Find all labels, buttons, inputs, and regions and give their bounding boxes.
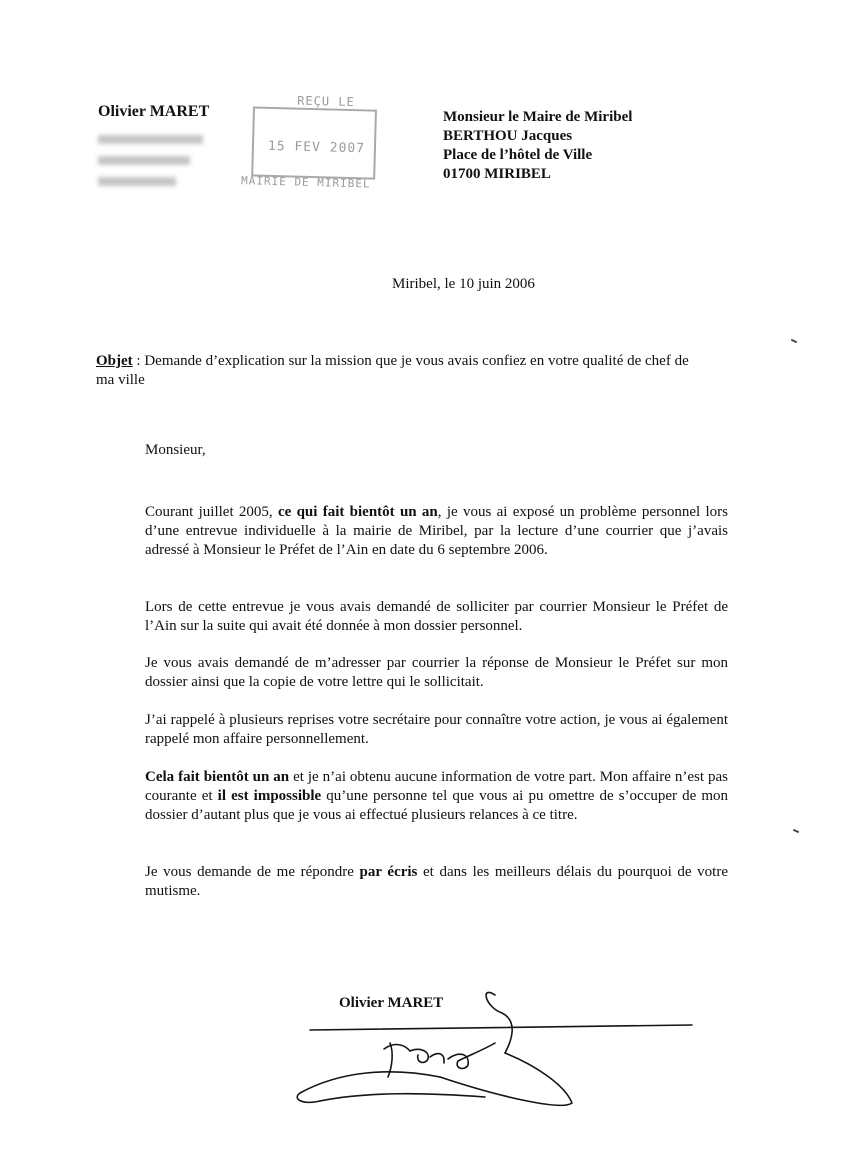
paragraph-text: et je n’ai obtenu aucune information de votre part. Mon affaire n’est pas courante et (145, 769, 729, 804)
signature-name: Olivier MARET (339, 995, 444, 1011)
received-stamp (237, 88, 388, 204)
scan-mark (791, 339, 797, 343)
recipient-name: BERTHOU Jacques (443, 128, 573, 144)
recipient-city: 01700 MIRIBEL (443, 166, 551, 182)
paragraph-emphasis: Cela fait bientôt un an (145, 769, 290, 785)
stamp-date: 15 FEV 2007 (267, 138, 366, 157)
salutation: Monsieur, (145, 442, 206, 458)
subject-line (96, 352, 701, 390)
paragraph-2: Lors de cette entrevue je vous avais demandé de solliciter par courrier Monsieur le Préfet de l’Ain sur la suite qui avait été donnée à mon dossier personnel. (145, 599, 728, 634)
stamp-received-label: REÇU LE (297, 93, 355, 110)
scan-mark (793, 829, 799, 833)
redacted-address-line (98, 135, 203, 144)
recipient-block (443, 108, 632, 184)
recipient-street: Place de l’hôtel de Ville (443, 147, 593, 163)
redacted-address-line (98, 177, 176, 186)
recipient-title: Monsieur le Maire de Miribel (443, 109, 633, 125)
paragraph-1 (145, 503, 728, 560)
paragraph-6 (145, 863, 728, 901)
letter-date: Miribel, le 10 juin 2006 (392, 276, 535, 292)
subject-label: Objet (96, 353, 133, 369)
stamp-office: MAIRIE DE MIRIBEL (240, 174, 371, 191)
paragraph-text: qu’une personne tel que vous ai pu omettre de s’occuper de mon dossier d’autant plus que je vous ai effectué plusieurs relances à ce titre. (145, 788, 728, 823)
sender-block (98, 103, 209, 186)
paragraph-emphasis: par écris (359, 864, 418, 880)
paragraph-text: et dans les meilleurs délais du pourquoi de votre mutisme. (145, 864, 728, 899)
handwritten-signature (280, 985, 700, 1115)
paragraph-text: Courant juillet 2005, (145, 504, 278, 520)
paragraph-3: Je vous avais demandé de m’adresser par courrier la réponse de Monsieur le Préfet sur mon dossier ainsi que la copie de votre lettre qui le sollicitait. (145, 655, 728, 690)
paragraph-5 (145, 768, 728, 825)
subject-text: : Demande d’explication sur la mission que je vous avais confiez en votre qualité de chef de ma ville (96, 353, 689, 388)
redacted-address-line (98, 156, 190, 165)
paragraph-emphasis: ce qui fait bientôt un an (277, 504, 438, 520)
paragraph-text: Je vous demande de me répondre (145, 864, 360, 880)
paragraph-text: , je vous ai exposé un problème personnel lors d’une entrevue individuelle à la mairie de Miribel, par la lecture d’une courrier que j’avais adressé à Monsieur le Préfet de l’Ain en date du 6 septembre 2006. (145, 504, 728, 558)
paragraph-4: J’ai rappelé à plusieurs reprises votre secrétaire pour connaître votre action, je vous ai également rappelé mon affaire personnellement. (145, 712, 728, 747)
paragraph-emphasis: il est impossible (217, 788, 322, 804)
sender-name: Olivier MARET (98, 103, 210, 120)
